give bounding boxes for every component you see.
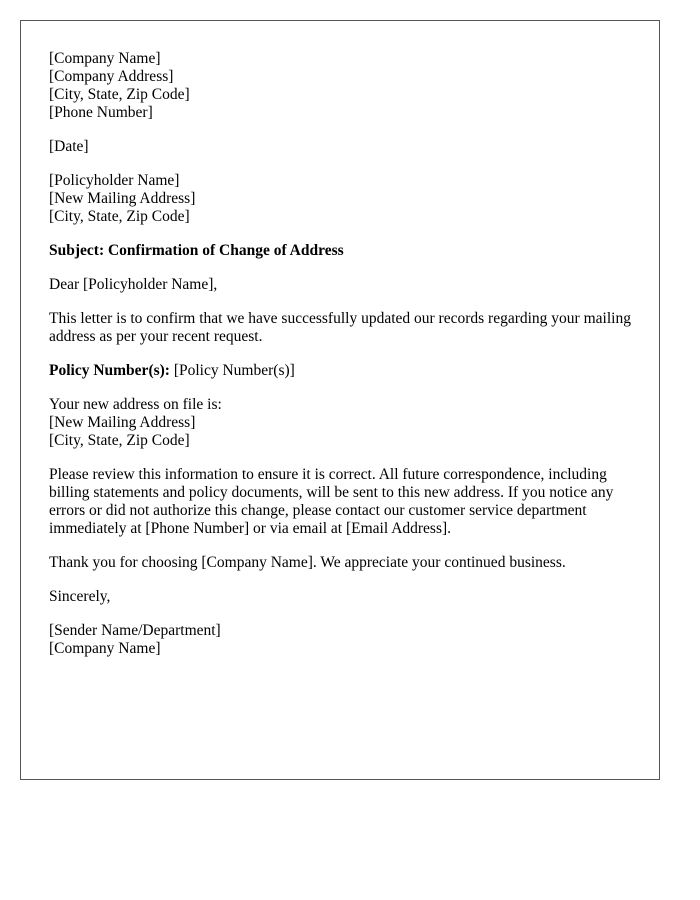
signature-block (49, 622, 631, 658)
greeting: Dear [Policyholder Name], (49, 276, 218, 293)
date-block (49, 138, 631, 156)
review-paragraph: Please review this information to ensure it is correct. All future correspondence, including billing statements and policy documents, will be sent to this new address. If you notice any errors or did not authorize this change, please contact our customer service department immediately at [Phone Number] or via email at [Email Address]. (49, 466, 614, 537)
letter-page (20, 20, 660, 780)
recipient-city-state-zip: [City, State, Zip Code] (49, 208, 190, 225)
recipient-mailing-address: [New Mailing Address] (49, 190, 196, 207)
signature-company: [Company Name] (49, 640, 161, 657)
recipient-address-block (49, 172, 631, 226)
policy-number-label: Policy Number(s): (49, 362, 170, 379)
signature-sender: [Sender Name/Department] (49, 622, 221, 639)
intro-paragraph: This letter is to confirm that we have successfully updated our records regarding your mailing address as per your recent request. (49, 310, 631, 345)
policy-number-line (49, 362, 631, 380)
sender-company-name: [Company Name] (49, 50, 161, 67)
recipient-name: [Policyholder Name] (49, 172, 180, 189)
new-address-block (49, 396, 631, 450)
new-city-state-zip: [City, State, Zip Code] (49, 432, 190, 449)
closing: Sincerely, (49, 588, 111, 605)
policy-number-value: [Policy Number(s)] (169, 362, 295, 379)
sender-phone-number: [Phone Number] (49, 104, 153, 121)
thanks-paragraph: Thank you for choosing [Company Name]. We appreciate your continued business. (49, 554, 566, 571)
letter-date: [Date] (49, 138, 89, 155)
sender-city-state-zip: [City, State, Zip Code] (49, 86, 190, 103)
new-mailing-address: [New Mailing Address] (49, 414, 196, 431)
sender-address-block (49, 50, 631, 122)
subject-line: Subject: Confirmation of Change of Address (49, 242, 344, 259)
new-address-intro: Your new address on file is: (49, 396, 222, 413)
sender-company-address: [Company Address] (49, 68, 174, 85)
